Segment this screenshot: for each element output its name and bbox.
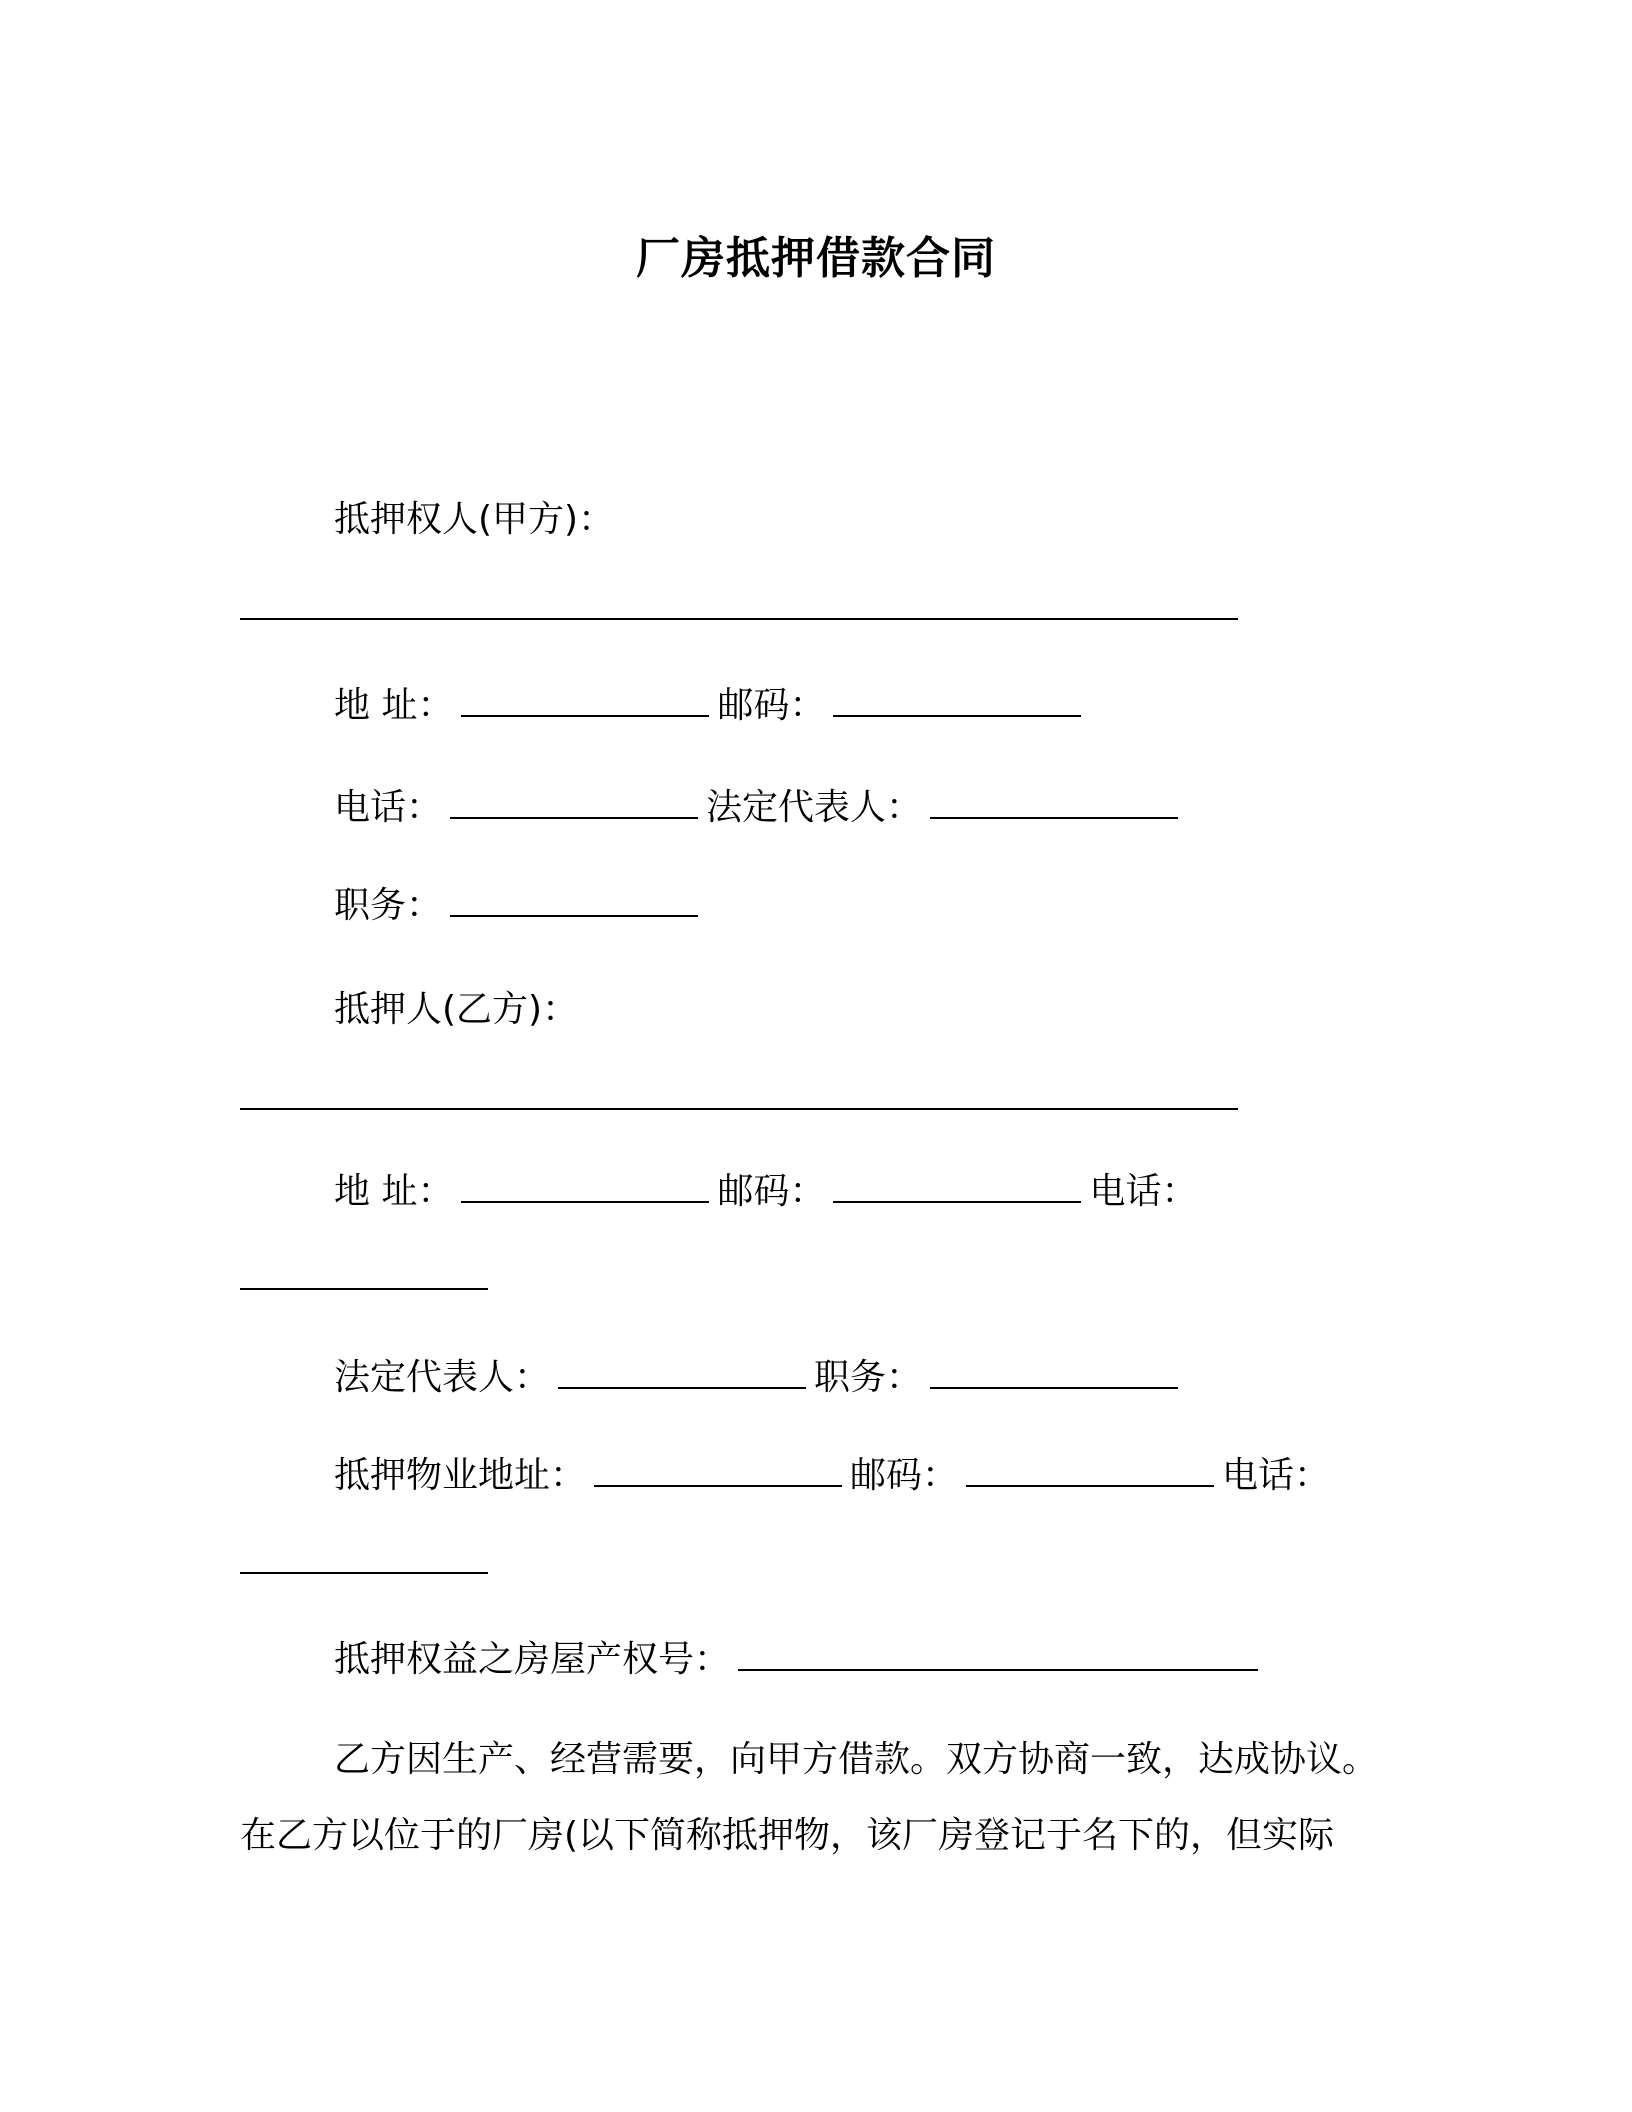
party-b-legal-row — [334, 1356, 1186, 1400]
party-b-heading-label: 抵押人(乙方)： — [334, 989, 579, 1030]
party-a-name-blank — [240, 618, 1238, 620]
party-b-heading — [334, 988, 578, 1032]
party-b-legal-rep-blank — [558, 1357, 806, 1389]
property-address-blank — [594, 1455, 842, 1487]
page-title: 厂房抵押借款合同 — [636, 233, 996, 284]
body-text-2: 在乙方以位于的厂房(以下简称抵押物，该厂房登记于名下的，但实际 — [240, 1815, 1335, 1856]
property-phone-label: 电话： — [1222, 1455, 1331, 1496]
party-a-legal-rep-label: 法定代表人： — [706, 787, 923, 828]
party-a-position-row — [334, 884, 706, 928]
property-cert-row — [334, 1638, 1266, 1682]
party-a-address-blank — [461, 685, 709, 717]
party-b-postcode-blank — [833, 1171, 1081, 1203]
party-a-heading — [334, 498, 614, 542]
party-b-address-label: 地 址： — [334, 1171, 454, 1212]
party-a-postcode-label: 邮码： — [717, 685, 826, 726]
party-b-phone-blank — [240, 1288, 488, 1290]
party-a-postcode-blank — [833, 685, 1081, 717]
party-b-position-blank — [930, 1357, 1178, 1389]
party-b-name-blank — [240, 1108, 1238, 1110]
body-paragraph-line-1 — [334, 1738, 1378, 1782]
party-a-phone-label: 电话： — [334, 787, 443, 828]
party-b-position-label: 职务： — [814, 1357, 923, 1398]
property-address-row — [334, 1454, 1330, 1498]
party-a-phone-blank — [450, 787, 698, 819]
party-b-legal-rep-label: 法定代表人： — [334, 1357, 551, 1398]
party-a-phone-row — [334, 786, 1186, 830]
property-phone-blank — [240, 1572, 488, 1574]
property-cert-label: 抵押权益之房屋产权号： — [334, 1639, 731, 1680]
party-a-heading-label: 抵押权人(甲方)： — [334, 499, 615, 540]
property-address-label: 抵押物业地址： — [334, 1455, 587, 1496]
party-a-legal-rep-blank — [930, 787, 1178, 819]
party-b-address-row — [334, 1170, 1197, 1214]
party-b-phone-label: 电话： — [1089, 1171, 1198, 1212]
party-a-address-label: 地 址： — [334, 685, 454, 726]
party-a-position-blank — [450, 885, 698, 917]
party-b-address-blank — [461, 1171, 709, 1203]
party-a-address-row — [334, 684, 1089, 728]
body-paragraph-line-2 — [240, 1814, 1334, 1858]
property-cert-blank — [738, 1639, 1258, 1671]
party-a-position-label: 职务： — [334, 885, 443, 926]
body-text-1: 乙方因生产、经营需要，向甲方借款。双方协商一致，达成协议。 — [334, 1739, 1379, 1780]
property-postcode-blank — [966, 1455, 1214, 1487]
party-b-postcode-label: 邮码： — [717, 1171, 826, 1212]
property-postcode-label: 邮码： — [850, 1455, 959, 1496]
